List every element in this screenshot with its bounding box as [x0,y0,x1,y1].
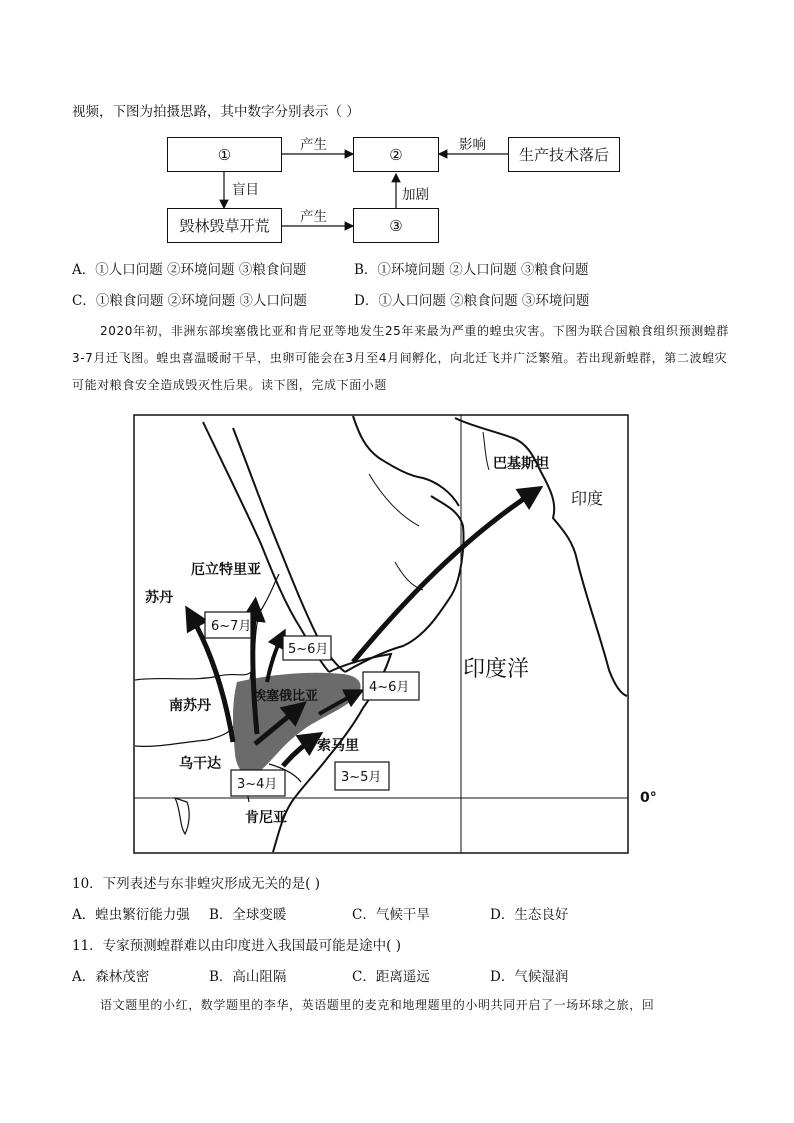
q10-stem: 10．下列表述与东非蝗灾形成无关的是( ) [72,876,321,892]
flow-box-2: ② [353,137,439,172]
flow-box-3: ③ [353,208,439,243]
passage-locust: 2020年初，非洲东部埃塞俄比亚和肯尼亚等地发生25年来最为严重的蝗虫灾害。下图为联合国粮食组织预测蝗群3-7月迁飞图。蝗虫喜温暖耐干旱，虫卵可能会在3月至4月间孵化，向北迁飞并广泛繁殖。若出现新蝗群，第二波蝗灾可能对粮食安全造成毁灭性后果。读下图，完成下面小题 [72,324,730,392]
passage-travel: 语文题里的小红，数学题里的李华，英语题里的麦克和地理题里的小明共同开启了一场环球之旅，回 [100,998,655,1012]
label-eritrea: 厄立特里亚 [191,562,261,578]
label-kenya: 肯尼亚 [245,810,287,826]
q10-option-b: B．全球变暖 [209,907,287,923]
q9-option-b: B．①环境问题 ②人口问题 ③粮食问题 [354,262,589,278]
q11-option-d: D．气候湿润 [490,969,569,985]
q9-option-a: A．①人口问题 ②环境问题 ③粮食问题 [72,262,307,278]
label-3-to-2: 加剧 [402,187,429,203]
flow-box-5: 生产技术落后 [508,137,620,172]
label-somalia: 索马里 [317,738,359,754]
month-label-5-6: 5~6月 [288,642,329,657]
q11-option-c: C．距离遥远 [352,969,430,985]
equator-label: 0° [640,790,657,806]
locust-migration-map [133,414,629,854]
month-label-4-6: 4~6月 [369,680,410,695]
q11-option-a: A．森林茂密 [72,969,150,985]
q10-option-a: A．蝗虫繁衍能力强 [72,907,190,923]
flow-box-1: ① [167,137,282,172]
flow-box-4: 毁林毁草开荒 [167,208,282,243]
label-1-to-4: 盲目 [232,182,259,198]
q10-option-d: D．生态良好 [490,907,569,923]
label-south-sudan: 南苏丹 [169,698,211,714]
label-uganda: 乌干达 [179,756,221,772]
month-label-6-7: 6~7月 [211,619,252,634]
month-label-3-5: 3~5月 [341,770,382,785]
q11-stem: 11．专家预测蝗群难以由印度进入我国最可能是途中( ) [72,938,402,954]
label-india: 印度 [571,489,604,508]
label-ethiopia: 埃塞俄比亚 [253,689,319,704]
label-5-to-2: 影响 [459,137,486,153]
q9-option-d: D．①人口问题 ②粮食问题 ③环境问题 [354,293,590,309]
label-pakistan: 巴基斯坦 [493,456,549,472]
intro-line: 视频，下图为拍摄思路，其中数字分别表示（ ） [72,104,360,120]
q10-option-c: C．气候干旱 [352,907,430,923]
label-sudan: 苏丹 [145,590,173,606]
q9-option-c: C．①粮食问题 ②环境问题 ③人口问题 [72,293,307,309]
label-1-to-2: 产生 [300,137,327,153]
q11-option-b: B．高山阻隔 [209,969,287,985]
label-indian-ocean: 印度洋 [463,657,530,682]
month-label-3-4: 3~4月 [237,777,278,792]
label-4-to-3: 产生 [300,209,327,225]
